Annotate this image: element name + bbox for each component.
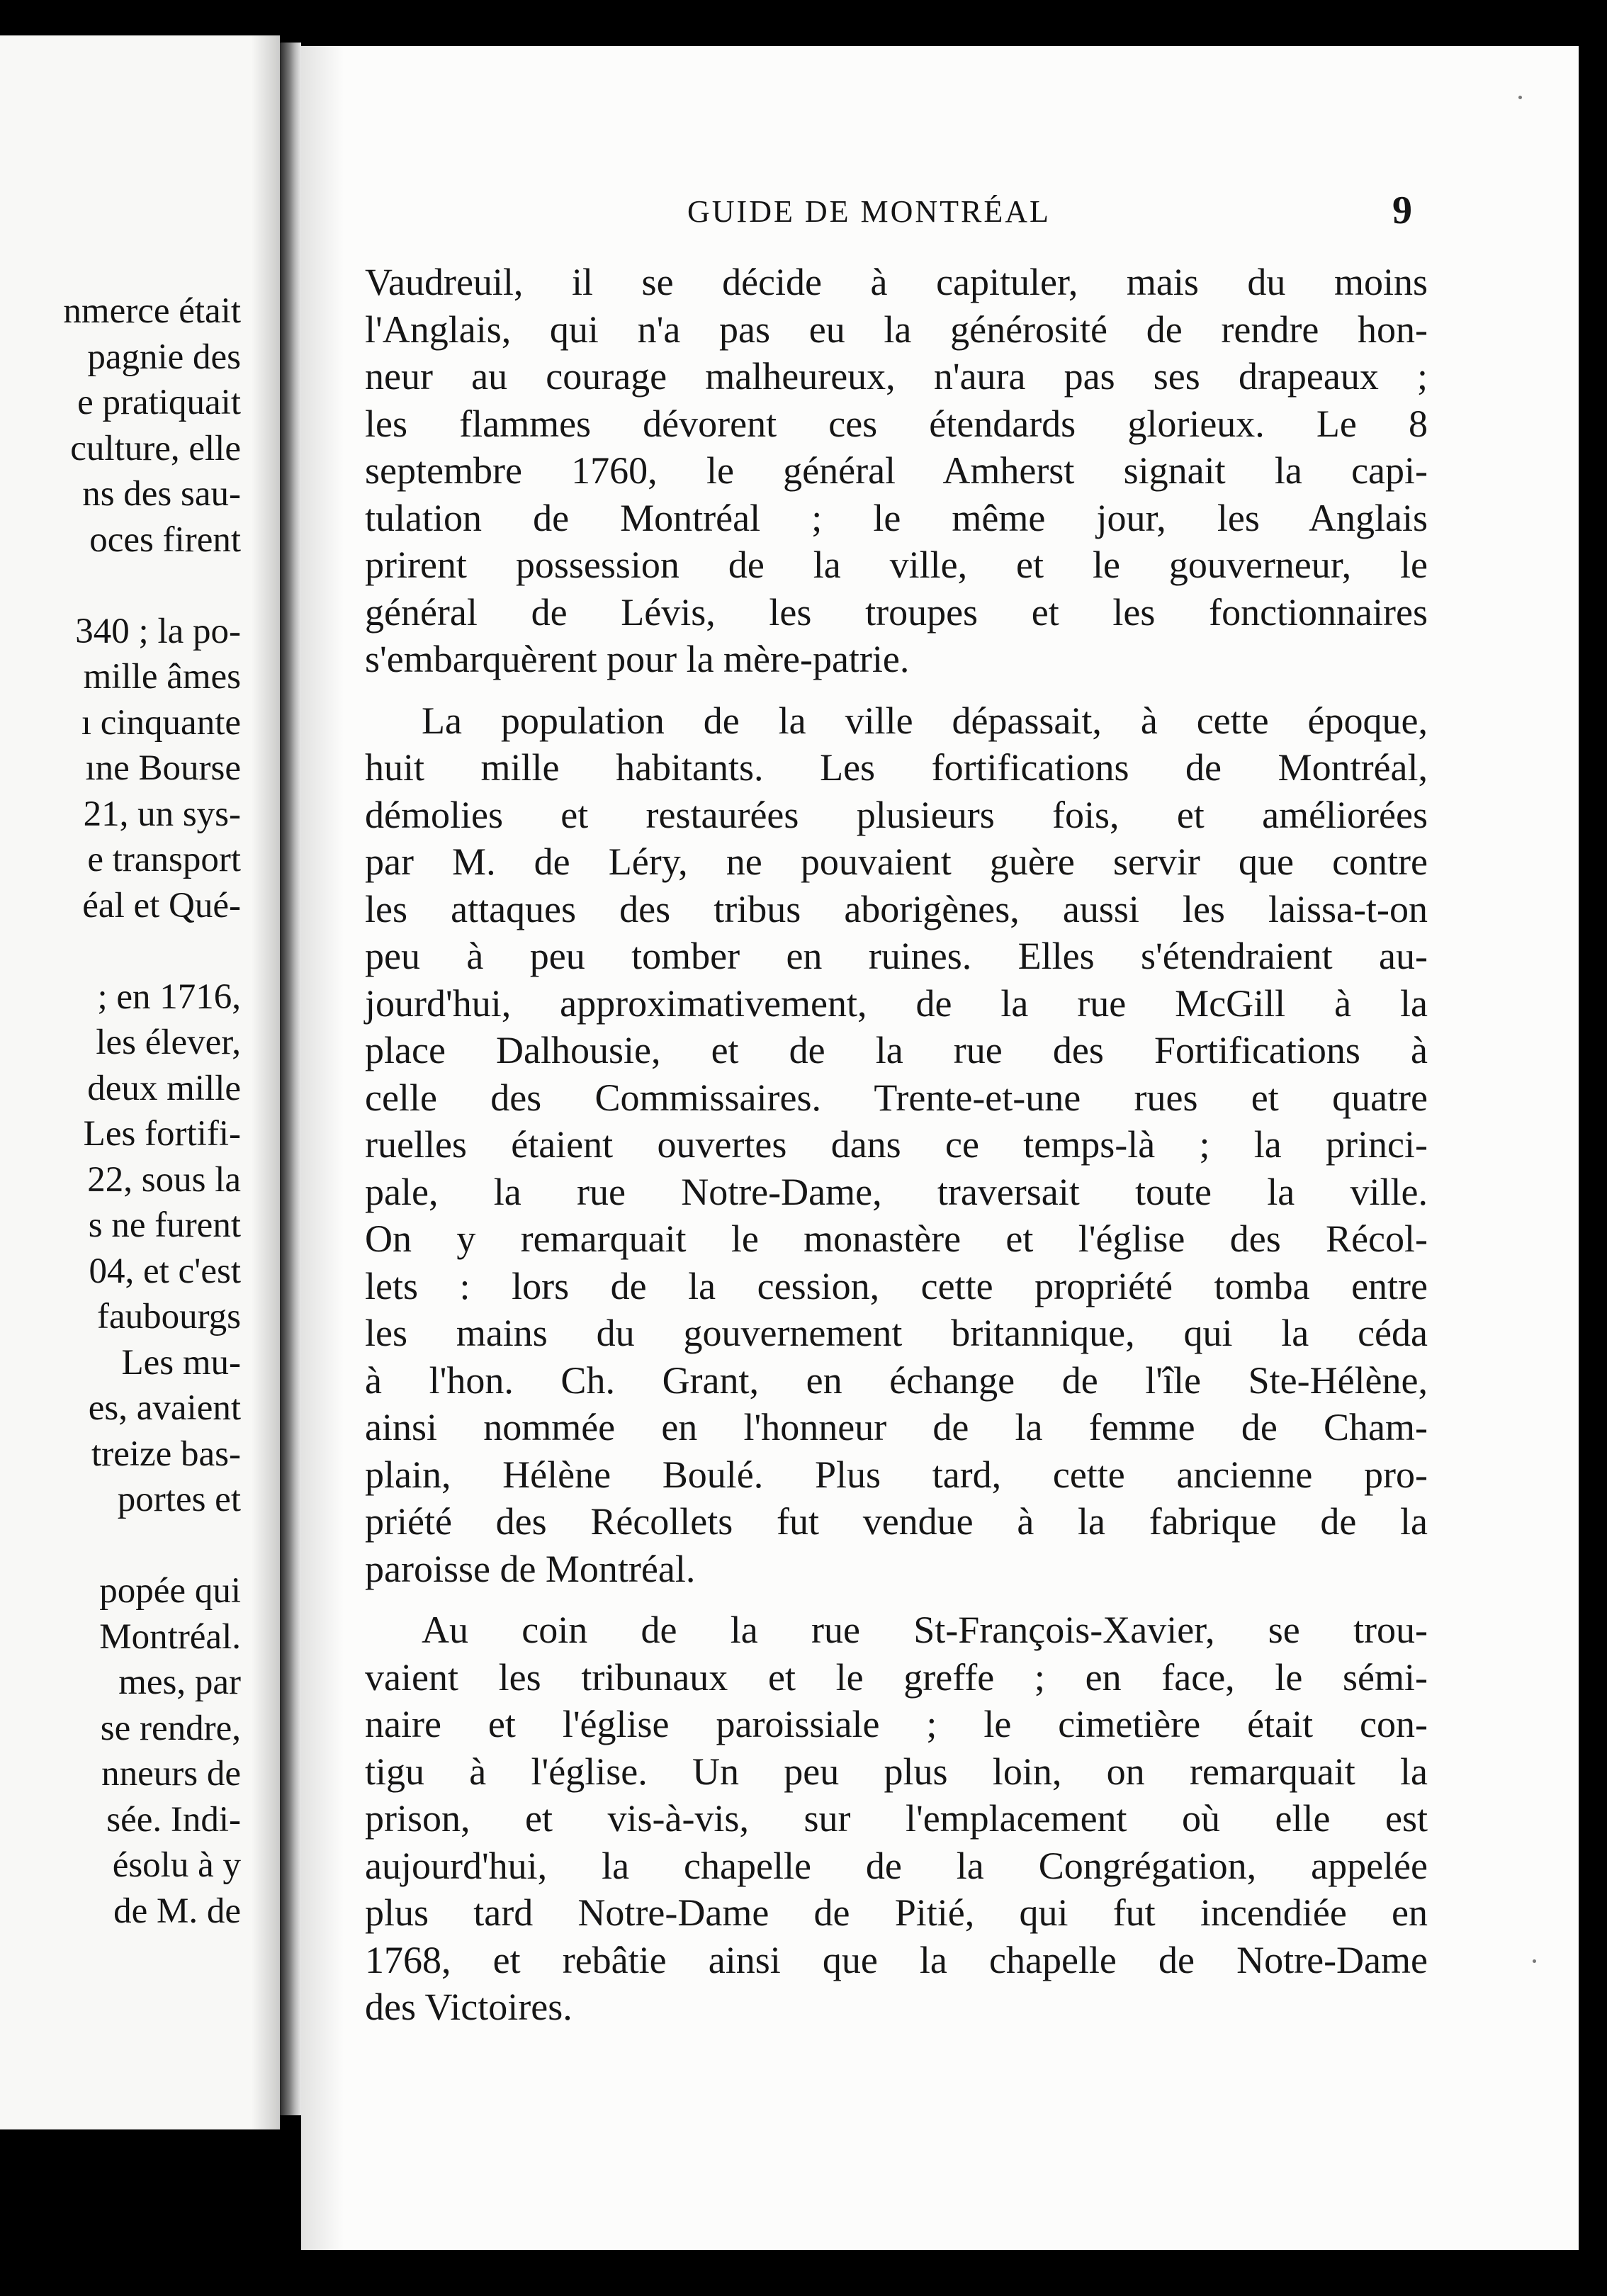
paper-speck: [1533, 1959, 1536, 1963]
book-gutter: [280, 43, 301, 2115]
text-line: naire et l'église paroissiale ; le cimetière était con-: [365, 1703, 1428, 1745]
left-page-line-fragment: pagnie des: [87, 337, 241, 377]
left-page-line-fragment: ; en 1716,: [97, 977, 241, 1017]
text-line: général de Lévis, les troupes et les fonctionnaires: [365, 590, 1428, 634]
text-line: 1768, et rebâtie ainsi que la chapelle de Notre-Dame: [365, 1938, 1428, 1981]
running-head: GUIDE DE MONTRÉAL: [687, 194, 1051, 229]
left-page-line-fragment: nmerce était: [63, 291, 241, 331]
text-line: Vaudreuil, il se décide à capituler, mais du moins: [365, 261, 1428, 303]
text-line: tigu à l'église. Un peu plus loin, on remarquait la: [365, 1750, 1428, 1793]
left-page-line-fragment: 340 ; la po-: [75, 611, 241, 651]
text-line: neur au courage malheureux, n'aura pas ses drapeaux ;: [365, 355, 1428, 398]
left-page-edge-shadow: [252, 35, 280, 2129]
text-line: les flammes dévorent ces étendards glorieux. Le 8: [365, 402, 1428, 445]
text-line: les attaques des tribus aborigènes, aussi les laissa-t-on: [365, 887, 1428, 930]
paragraph: [365, 697, 1428, 1593]
left-page-line-fragment: ésolu à y: [112, 1845, 241, 1885]
left-page-line-fragment: popée qui: [99, 1571, 241, 1611]
left-page-line-fragment: 04, et c'est: [89, 1251, 241, 1291]
text-line: Au coin de la rue St-François-Xavier, se trou-: [422, 1609, 1428, 1651]
text-line: aujourd'hui, la chapelle de la Congrégation, appelée: [365, 1844, 1428, 1887]
left-page-line-fragment: de M. de: [113, 1891, 241, 1931]
text-line: priété des Récollets fut vendue à la fabrique de la: [365, 1500, 1428, 1543]
text-line: vaient les tribunaux et le greffe ; en face, le sémi-: [365, 1655, 1428, 1699]
left-page-line-fragment: faubourgs: [96, 1297, 241, 1336]
left-page-line-fragment: éal et Qué-: [82, 885, 241, 925]
left-page-line-fragment: culture, elle: [70, 428, 241, 468]
left-page-line-fragment: deux mille: [87, 1068, 241, 1108]
paragraph-gap: [365, 1592, 1428, 1606]
text-line: septembre 1760, le général Amherst signait la capi-: [365, 449, 1428, 492]
text-line: tulation de Montréal ; le même jour, les Anglais: [365, 496, 1428, 539]
left-page-line-fragment: Les fortifi-: [83, 1114, 241, 1154]
left-facing-page: [0, 35, 280, 2129]
page-number: 9: [1392, 188, 1412, 232]
left-page-line-fragment: ns des sau-: [82, 474, 241, 514]
left-page-line-fragment: se rendre,: [100, 1708, 241, 1748]
text-line: ainsi nommée en l'honneur de la femme de Cham-: [365, 1406, 1428, 1448]
text-line: ruelles étaient ouvertes dans ce temps-là ; la princi-: [365, 1123, 1428, 1166]
left-page-line-fragment: mes, par: [118, 1662, 241, 1702]
right-page-edge-shadow: [301, 46, 344, 2250]
text-line: les mains du gouvernement britannique, qui la céda: [365, 1312, 1428, 1354]
text-line: place Dalhousie, et de la rue des Fortifications à: [365, 1029, 1428, 1071]
text-line: s'embarquèrent pour la mère-patrie.: [365, 638, 910, 680]
left-page-line-fragment: les élever,: [96, 1023, 241, 1062]
left-page-line-fragment: portes et: [117, 1480, 241, 1519]
text-line: à l'hon. Ch. Grant, en échange de l'île Ste-Hélène,: [365, 1358, 1428, 1402]
text-line: l'Anglais, qui n'a pas eu la générosité de rendre hon-: [365, 308, 1428, 351]
paper-speck: [1518, 96, 1522, 99]
left-page-line-fragment: mille âmes: [83, 657, 241, 697]
text-line: huit mille habitants. Les fortifications de Montréal,: [365, 746, 1428, 789]
text-line: plain, Hélène Boulé. Plus tard, cette ancienne pro-: [365, 1453, 1428, 1496]
left-page-line-fragment: 21, un sys-: [83, 794, 241, 834]
right-page: [301, 46, 1579, 2250]
left-page-line-fragment: es, avaient: [88, 1388, 241, 1428]
text-line: celle des Commissaires. Trente-et-une rues et quatre: [365, 1076, 1428, 1119]
text-line: pale, la rue Notre-Dame, traversait toute la ville.: [365, 1170, 1428, 1213]
left-page-line-fragment: 22, sous la: [87, 1159, 241, 1200]
body-text: [365, 259, 1428, 2031]
left-page-line-fragment: e pratiquait: [77, 383, 241, 422]
text-line: plus tard Notre-Dame de Pitié, qui fut incendiée en: [365, 1891, 1428, 1934]
text-line: peu à peu tomber en ruines. Elles s'étendraient au-: [365, 935, 1428, 977]
left-page-line-fragment: s ne furent: [88, 1205, 241, 1245]
left-page-line-fragment: ı cinquante: [81, 702, 241, 743]
left-page-line-fragment: treize bas-: [91, 1434, 241, 1474]
left-page-line-fragment: Les mu-: [121, 1342, 241, 1383]
text-line: On y remarquait le monastère et l'église des Récol-: [365, 1217, 1428, 1260]
text-line: des Victoires.: [365, 1986, 573, 2028]
text-line: démolies et restaurées plusieurs fois, et améliorées: [365, 793, 1428, 836]
left-page-line-fragment: e transport: [87, 840, 241, 879]
text-line: par M. de Léry, ne pouvaient guère servir que contre: [365, 840, 1428, 883]
left-page-line-fragment: ıne Bourse: [85, 748, 241, 788]
text-line: prirent possession de la ville, et le gouverneur, le: [365, 544, 1428, 586]
left-page-line-fragment: nneurs de: [101, 1754, 241, 1794]
left-page-line-fragment: Montréal.: [99, 1616, 241, 1657]
text-line: La population de la ville dépassait, à cette époque,: [422, 699, 1428, 742]
left-page-line-fragment: sée. Indi-: [106, 1799, 241, 1840]
text-line: prison, et vis-à-vis, sur l'emplacement où elle est: [365, 1797, 1428, 1840]
paragraph: [365, 259, 1428, 683]
paragraph: [365, 1606, 1428, 2031]
text-line: lets : lors de la cession, cette propriété tomba entre: [365, 1264, 1428, 1307]
text-line: jourd'hui, approximativement, de la rue McGill à la: [365, 981, 1428, 1025]
text-line: paroisse de Montréal.: [365, 1547, 696, 1590]
paragraph-gap: [365, 683, 1428, 697]
left-page-line-fragment: oces firent: [89, 519, 241, 560]
